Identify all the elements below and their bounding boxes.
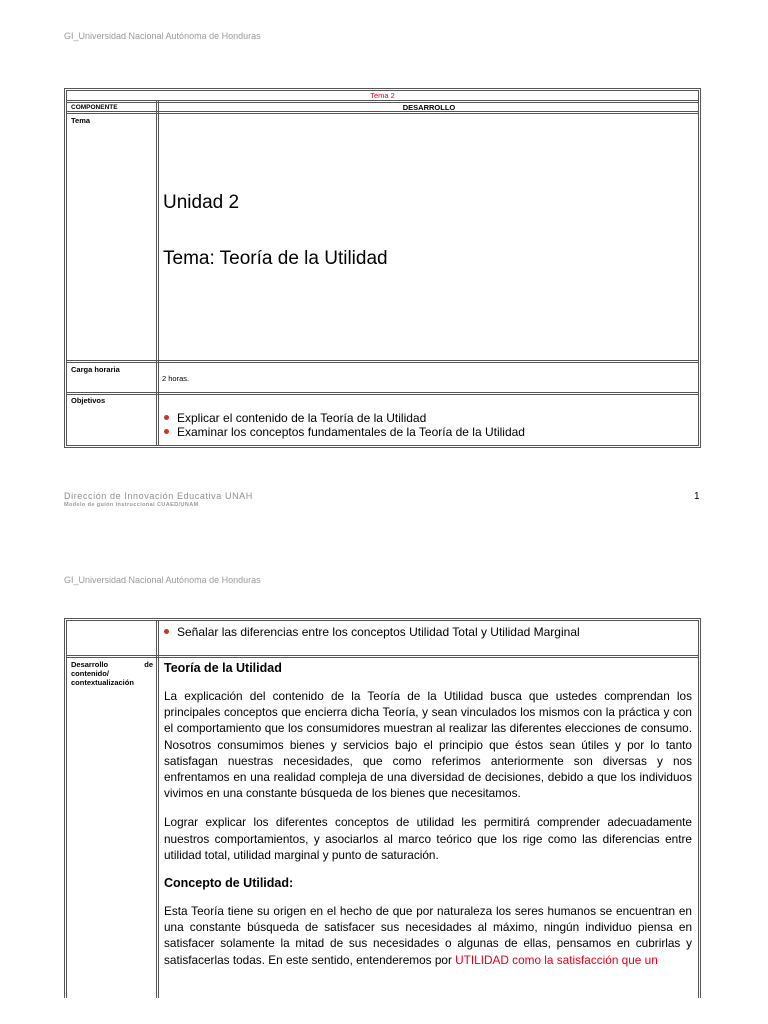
footer-model: Modelo de guión instruccional CUAED/UNAM [64, 502, 199, 508]
carga-horaria-value: 2 horas. [162, 374, 190, 383]
column-header-componente: COMPONENTE [71, 104, 118, 111]
page-number: 1 [694, 491, 700, 502]
list-item: Explicar el contenido de la Teoría de la Utilidad [159, 411, 699, 425]
list-item: Señalar las diferencias entre los conceptos Utilidad Total y Utilidad Marginal [159, 625, 699, 639]
footer-org: Dirección de Innovación Educativa UNAH [64, 491, 253, 501]
row-label-desarrollo: Desarrollo de contenido/ contextualización [71, 660, 153, 687]
tema-header: Tema 2 [370, 91, 395, 100]
section-title: Teoría de la Utilidad [164, 661, 282, 675]
page-header: GI_Universidad Nacional Autónoma de Honduras [64, 575, 261, 585]
row-label-tema: Tema [71, 116, 91, 125]
row-label-carga-horaria: Carga horaria [71, 365, 120, 374]
unit-title: Unidad 2 [163, 192, 240, 213]
content-body [164, 661, 692, 968]
column-header-desarrollo: DESARROLLO [402, 103, 456, 112]
objetivos-list [159, 411, 699, 439]
paragraph: Lograr explicar los diferentes conceptos de utilidad les permitirá comprender adecuadamente nuestros comportamientos, y asociarlos al marco teórico que los rige como las diferencias entre utilidad total, utilidad marginal y punto de saturación. [164, 815, 692, 862]
objetivos-list-continued [159, 625, 699, 639]
subheading: Concepto de Utilidad: [164, 876, 294, 891]
topic-title: Tema: Teoría de la Utilidad [163, 248, 388, 269]
paragraph: La explicación del contenido de la Teoría de la Utilidad busca que ustedes comprendan los principales conceptos que encierra dicha Teoría, y sean vinculados los mismos con la práctica y con el comportamiento que los consumidores muestran al realizar las diferentes elecciones de consumo. Nosotros consumimos bienes y servicios bajo el principio que éstos sean útiles y por lo tanto satisfagan nuestras necesidades, que como referimos anteriormente son diversas y nos enfrentamos en una realidad compleja de una diversidad de decisiones, debido a que los individuos vivimos en una constante búsqueda de los bienes que necesitamos. [164, 689, 692, 801]
lesson-table-page1 [64, 88, 701, 448]
lesson-table-page2 [64, 618, 701, 998]
row-label-objetivos: Objetivos [71, 396, 106, 405]
paragraph: Esta Teoría tiene su origen en el hecho de que por naturaleza los seres humanos se encuentran en una constante búsqueda de satisfacer sus necesidades al máximo, ningún individuo piensa en satisfacer solamente la mitad de sus necesidades o algunas de ellas, pensamos en cubrirlas y satisfacerlas todas. En este sentido, entenderemos por UTILIDAD como la satisfacción que un [164, 904, 692, 967]
page-header: GI_Universidad Nacional Autónoma de Honduras [64, 31, 261, 41]
list-item: Examinar los conceptos fundamentales de la Teoría de la Utilidad [159, 425, 699, 439]
